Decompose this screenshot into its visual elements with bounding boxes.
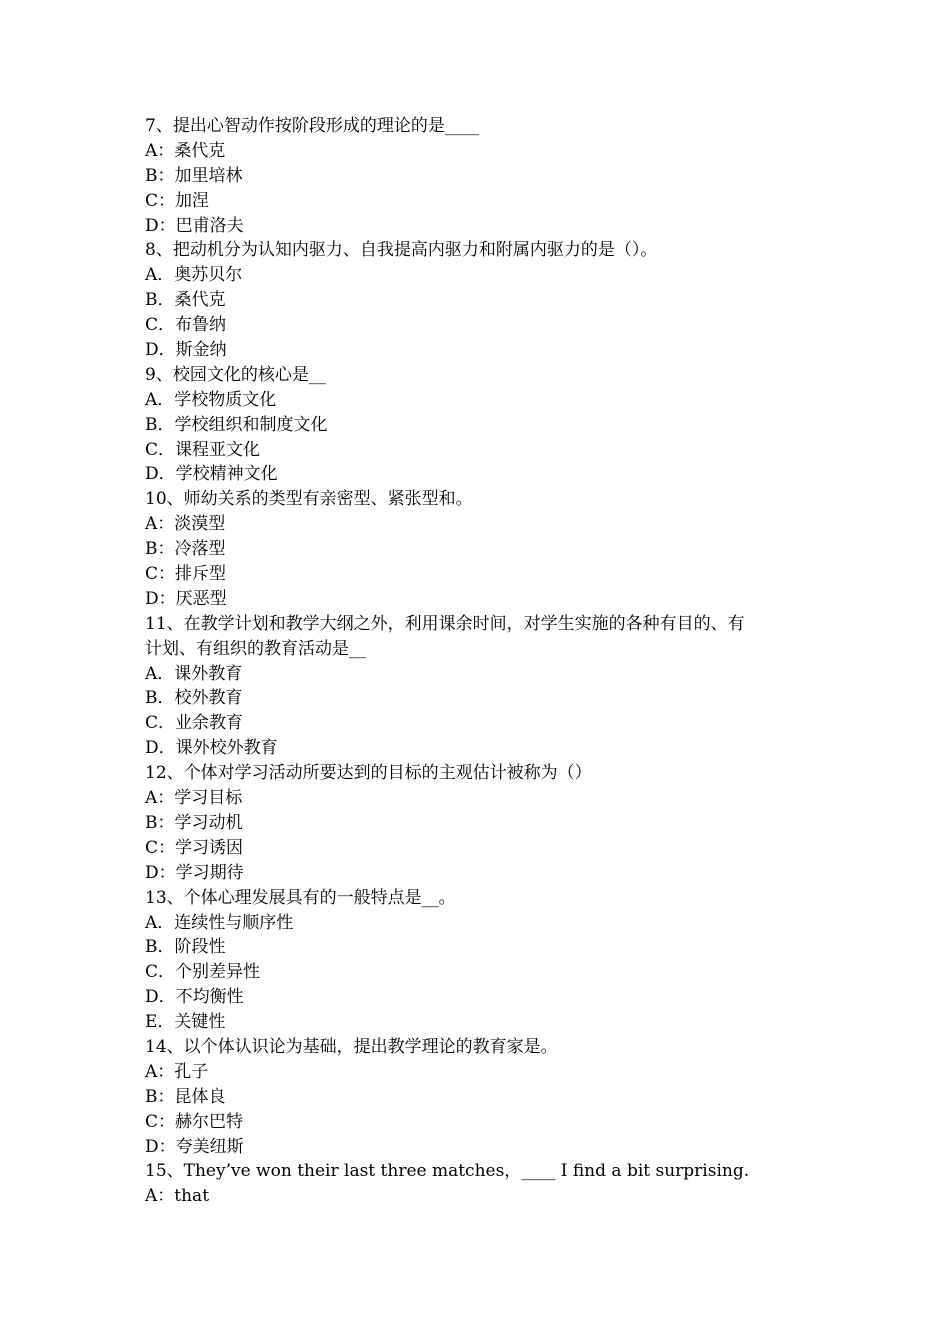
question-7-option-b: B：加里培林 [145,165,243,186]
question-14-stem: 14、以个体认识论为基础，提出教学理论的教育家是。 [145,1036,558,1057]
question-12-option-b: B：学习动机 [145,812,243,833]
question-11-option-d: D．课外校外教育 [145,738,278,759]
question-13-option-e: E．关键性 [145,1012,226,1033]
question-11-stem-line-2: 计划、有组织的教育活动是__ [145,638,366,659]
question-8-option-d: D．斯金纳 [145,340,227,361]
question-12-option-c: C：学习诱因 [145,837,244,858]
question-7-option-a: A：桑代克 [145,140,226,161]
question-7-stem: 7、提出心智动作按阶段形成的理论的是____ [145,116,479,136]
question-list [145,114,825,1209]
question-9-option-b: B．学校组织和制度文化 [145,414,328,435]
question-8-option-a: A．奥苏贝尔 [145,265,243,286]
question-11-stem-line-1: 11、在教学计划和教学大纲之外，利用课余时间，对学生实施的各种有目的、有 [145,613,745,634]
question-9-option-a: A．学校物质文化 [145,389,277,410]
question-12-option-a: A：学习目标 [145,788,243,809]
question-10-stem: 10、师幼关系的类型有亲密型、紧张型和。 [145,489,473,510]
question-10-option-b: B：冷落型 [145,539,226,560]
question-8-stem: 8、把动机分为认知内驱力、自我提高内驱力和附属内驱力的是（）。 [145,240,658,261]
question-10-option-d: D：厌恶型 [145,588,227,609]
question-13-stem: 13、个体心理发展具有的一般特点是__。 [145,887,456,908]
question-13-option-b: B．阶段性 [145,937,226,958]
question-14-option-c: C：赫尔巴特 [145,1111,244,1132]
question-12-option-d: D：学习期待 [145,862,244,883]
question-11-option-b: B．校外教育 [145,688,243,709]
question-12-stem: 12、个体对学习活动所要达到的目标的主观估计被称为（） [145,763,592,784]
question-8-option-c: C．布鲁纳 [145,315,227,336]
question-13-option-c: C．个别差异性 [145,962,261,983]
question-10-option-c: C：排斥型 [145,564,227,585]
question-13-option-d: D．不均衡性 [145,987,244,1008]
question-8-option-b: B．桑代克 [145,290,226,311]
question-14-option-b: B：昆体良 [145,1086,226,1107]
question-13-option-a: A．连续性与顺序性 [145,912,294,933]
question-15-stem: 15、They’ve won their last three matches，____ I find a bit surprising. [145,1161,750,1182]
question-14-option-d: D：夸美纽斯 [145,1136,244,1157]
question-11-option-a: A．课外教育 [145,663,243,684]
question-9-stem: 9、校园文化的核心是__ [145,364,326,385]
question-7-option-d: D：巴甫洛夫 [145,215,244,236]
question-7-option-c: C：加涅 [145,190,210,211]
question-10-option-a: A：淡漠型 [145,514,226,535]
question-11-option-c: C．业余教育 [145,713,244,734]
question-9-option-c: C．课程亚文化 [145,439,261,460]
question-15-option-a: A：that [145,1186,210,1207]
question-9-option-d: D．学校精神文化 [145,464,278,485]
question-14-option-a: A：孔子 [145,1061,209,1082]
